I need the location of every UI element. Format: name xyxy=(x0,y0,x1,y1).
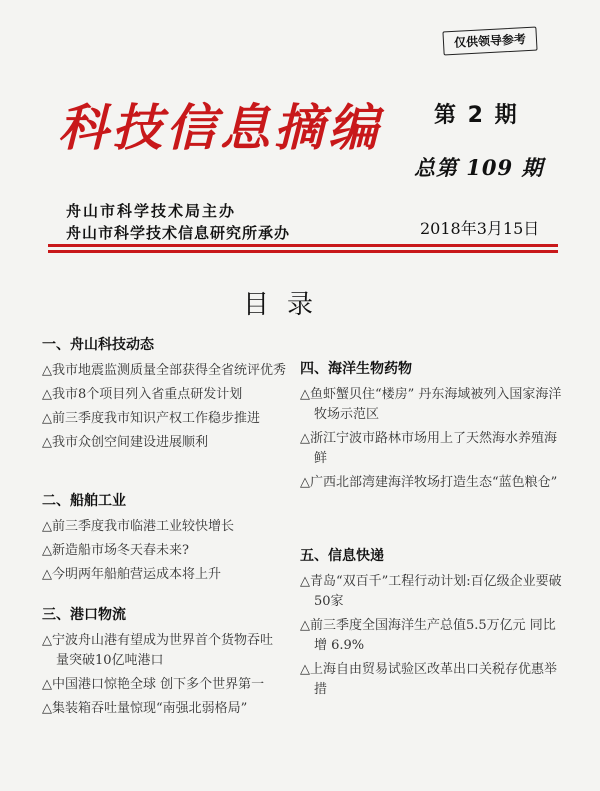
toc-entry[interactable]: △中国港口惊艳全球 创下多个世界第一 xyxy=(42,677,265,692)
toc-entry[interactable]: △青岛“双百千”工程行动计划:百亿级企业要破50家 xyxy=(300,574,562,609)
toc-entry[interactable]: △我市众创空间建设进展顺利 xyxy=(42,435,208,450)
section-heading: 一、舟山科技动态 xyxy=(42,337,154,353)
header-divider-top xyxy=(48,244,558,247)
toc-entry[interactable]: △广西北部湾建海洋牧场打造生态“蓝色粮仓” xyxy=(300,475,558,490)
toc-entry[interactable]: △前三季度我市知识产权工作稳步推进 xyxy=(42,411,260,426)
host-organization: 舟山市科学技术局主办 xyxy=(66,202,237,220)
toc-section-zhoushan-tech xyxy=(42,334,292,457)
toc-section-marine-bio-pharma xyxy=(300,358,562,497)
header-divider-bottom xyxy=(48,250,558,253)
internal-reference-stamp: 仅供领导参考 xyxy=(442,27,537,56)
toc-entry[interactable]: △我市8个项目列入省重点研发计划 xyxy=(42,387,243,402)
toc-entry[interactable]: △前三季度我市临港工业较快增长 xyxy=(42,519,234,534)
total-issue-number: 总第 109 期 xyxy=(414,155,544,180)
section-heading: 四、海洋生物药物 xyxy=(300,361,412,377)
toc-entry[interactable]: △集装箱吞吐量惊现“南强北弱格局” xyxy=(42,701,248,716)
toc-entry[interactable]: △上海自由贸易试验区改革出口关税存优惠举措 xyxy=(300,662,557,697)
toc-entry[interactable]: △今明两年船舶营运成本将上升 xyxy=(42,567,221,582)
toc-entry[interactable]: △鱼虾蟹贝住“楼房” 丹东海域被列入国家海洋牧场示范区 xyxy=(300,387,562,422)
section-heading: 二、船舶工业 xyxy=(42,493,126,509)
toc-section-news-express xyxy=(300,545,562,704)
toc-entry[interactable]: △前三季度全国海洋生产总值5.5万亿元 同比增 6.9% xyxy=(300,618,556,653)
section-heading: 三、港口物流 xyxy=(42,607,126,623)
table-of-contents-title: 目录 xyxy=(243,290,332,320)
section-heading: 五、信息快递 xyxy=(300,548,384,564)
toc-section-port-logistics xyxy=(42,604,282,723)
toc-section-shipbuilding xyxy=(42,490,274,589)
publication-date: 2018年3月15日 xyxy=(420,219,540,238)
toc-entry[interactable]: △我市地震监测质量全部获得全省统评优秀 xyxy=(42,363,286,378)
toc-entry[interactable]: △新造船市场冬天春未来? xyxy=(42,543,189,558)
issue-number: 第 2 期 xyxy=(434,103,519,128)
undertaking-organization: 舟山市科学技术信息研究所承办 xyxy=(66,224,291,242)
publication-title: 科技信息摘编 xyxy=(58,98,382,157)
toc-entry[interactable]: △浙江宁波市路林市场用上了天然海水养殖海鲜 xyxy=(300,431,557,466)
toc-entry[interactable]: △宁波舟山港有望成为世界首个货物吞吐量突破10亿吨港口 xyxy=(42,633,273,668)
